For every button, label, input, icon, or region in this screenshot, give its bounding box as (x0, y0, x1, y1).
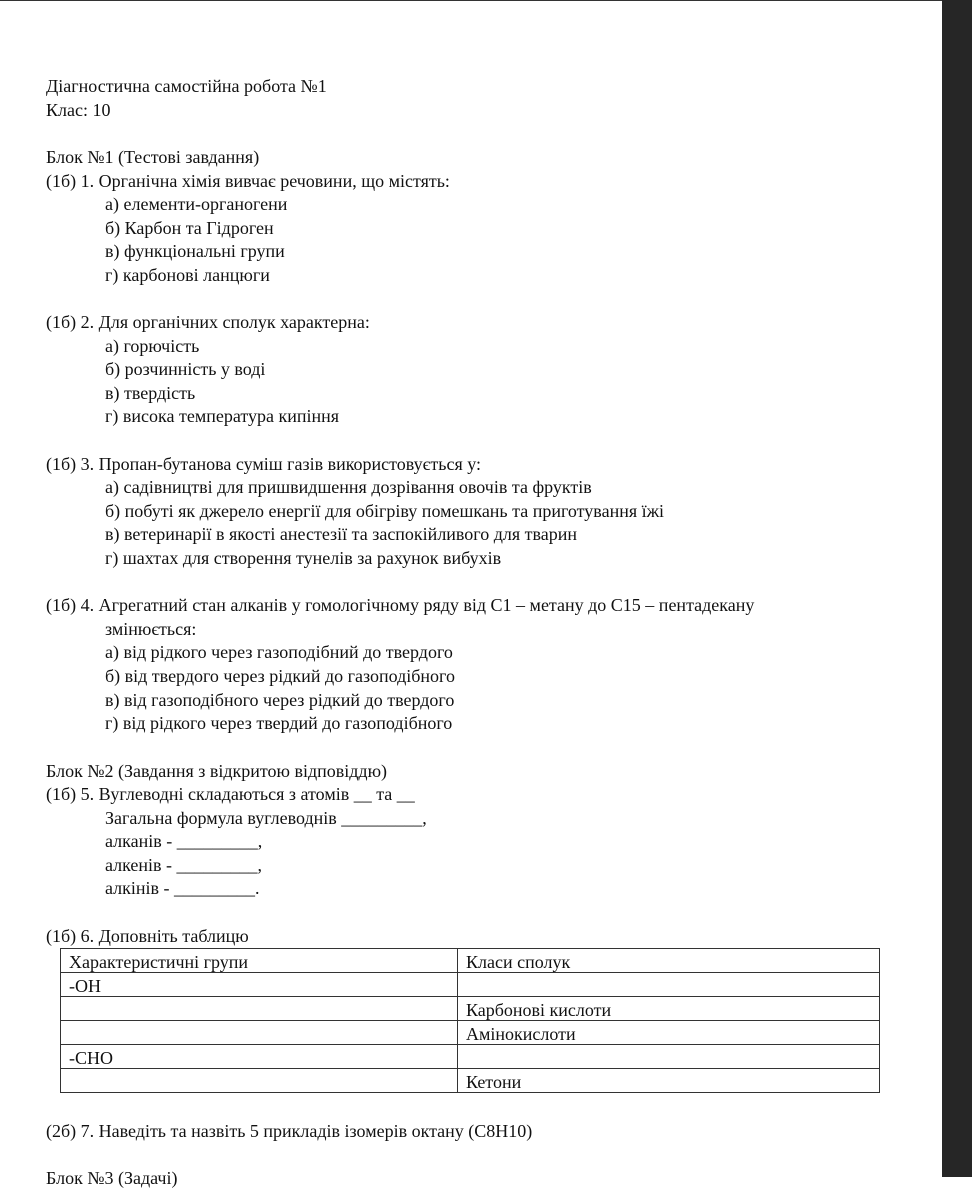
table-row (61, 1045, 880, 1069)
block3-heading: Блок №3 (Задачі) (46, 1168, 178, 1188)
question-4: (1б) 4. Агрегатний стан алканів у гомологічному ряду від С1 – метану до С15 – пентадекану (46, 595, 755, 615)
table-cell: Кетони (458, 1069, 880, 1093)
block2-heading: Блок №2 (Завдання з відкритою відповіддю) (46, 761, 388, 781)
q1-option: г) карбонові ланцюги (105, 265, 270, 285)
table-header-row (61, 949, 880, 973)
q1-option: б) Карбон та Гідроген (105, 218, 274, 238)
question-2: (1б) 2. Для органічних сполук характерна: (46, 312, 370, 332)
q2-option: г) висока температура кипіння (105, 406, 340, 426)
q5-line: алканів - _________, (105, 831, 263, 851)
question-5: (1б) 5. Вуглеводні складаються з атомів __ та __ (46, 784, 415, 804)
question-4-cont: змінюється: (105, 619, 197, 639)
block1-heading: Блок №1 (Тестові завдання) (46, 147, 260, 167)
q4-option: а) від рідкого через газоподібний до твердого (105, 642, 453, 662)
question-1: (1б) 1. Органічна хімія вивчає речовини, що містять: (46, 171, 450, 191)
q2-option: в) твердість (105, 383, 196, 403)
question-3: (1б) 3. Пропан-бутанова суміш газів використовується у: (46, 454, 482, 474)
table-cell (61, 1069, 458, 1093)
class-label: Клас: 10 (46, 100, 111, 120)
q1-option: а) елементи-органогени (105, 194, 288, 214)
q4-option: г) від рідкого через твердий до газоподібного (105, 713, 453, 733)
table-row (61, 1069, 880, 1093)
question-6: (1б) 6. Доповніть таблицю (46, 926, 249, 946)
table-cell (61, 997, 458, 1021)
q2-option: б) розчинність у воді (105, 359, 266, 379)
table-cell (458, 1045, 880, 1069)
table-cell (458, 973, 880, 997)
q4-option: в) від газоподібного через рідкий до твердого (105, 690, 455, 710)
q3-option: б) побуті як джерело енергії для обігріву помешкань та приготування їжі (105, 501, 665, 521)
table-header: Класи сполук (458, 949, 880, 973)
q3-option: г) шахтах для створення тунелів за рахунок вибухів (105, 548, 502, 568)
q2-option: а) горючість (105, 336, 200, 356)
q1-option: в) функціональні групи (105, 241, 285, 261)
question-7: (2б) 7. Наведіть та назвіть 5 прикладів ізомерів октану (C8H10) (46, 1121, 533, 1141)
table-header: Характеристичні групи (61, 949, 458, 973)
table-cell: -OH (61, 973, 458, 997)
table-cell: Амінокислоти (458, 1021, 880, 1045)
q3-option: а) садівництві для пришвидшення дозрівання овочів та фруктів (105, 477, 592, 497)
q5-line: алкінів - _________. (105, 878, 260, 898)
q3-option: в) ветеринарії в якості анестезії та заспокійливого для тварин (105, 524, 578, 544)
q5-line: алкенів - _________, (105, 855, 263, 875)
table-row (61, 1021, 880, 1045)
q4-option: б) від твердого через рідкий до газоподібного (105, 666, 455, 686)
table-cell (61, 1021, 458, 1045)
page-top-border (0, 0, 942, 1)
table-cell: -CHO (61, 1045, 458, 1069)
document-title: Діагностична самостійна робота №1 (46, 76, 327, 96)
groups-table (60, 948, 880, 1093)
table-row (61, 973, 880, 997)
q5-line: Загальна формула вуглеводнів _________, (105, 808, 427, 828)
viewer-scrollbar[interactable] (942, 0, 972, 1177)
table-cell: Карбонові кислоти (458, 997, 880, 1021)
table-row (61, 997, 880, 1021)
